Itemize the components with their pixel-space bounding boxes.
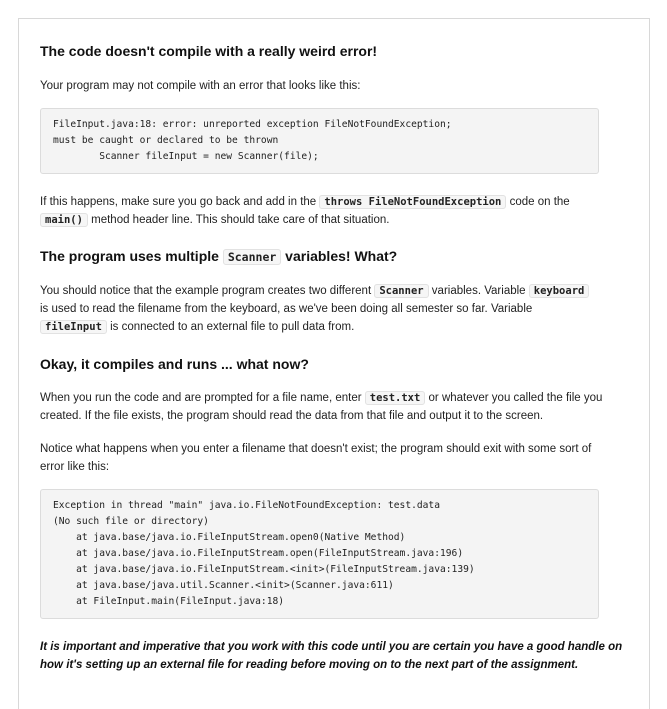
text-run: or whatever you called the file you created. If the file exists, the program should read the data from that file and output it to the screen. bbox=[40, 392, 603, 422]
section2-paragraph bbox=[40, 282, 610, 336]
section2-heading bbox=[40, 248, 397, 264]
compile-error-block bbox=[40, 108, 599, 174]
section3-error-intro: Notice what happens when you enter a filename that doesn't exist; the program should exit with some sort of error like this: bbox=[40, 443, 592, 473]
inline-code-keyboard: keyboard bbox=[529, 284, 590, 298]
code-line: Scanner fileInput = new Scanner(file); bbox=[53, 151, 319, 162]
text-run: is used to read the filename from the keyboard, as we've been doing all semester so far. Variable bbox=[40, 303, 533, 315]
code-line: at FileInput.main(FileInput.java:18) bbox=[53, 596, 285, 607]
section1-intro: Your program may not compile with an error that looks like this: bbox=[40, 80, 361, 92]
text-run: When you run the code and are prompted for a file name, enter bbox=[40, 392, 365, 404]
exception-block bbox=[40, 489, 599, 619]
code-line: at java.base/java.util.Scanner.<init>(Scanner.java:611) bbox=[53, 580, 394, 591]
code-line: must be caught or declared to be thrown bbox=[53, 135, 279, 146]
text-run: variables. Variable bbox=[428, 285, 529, 297]
section3-heading: Okay, it compiles and runs ... what now? bbox=[40, 356, 309, 372]
closing-note: It is important and imperative that you work with this code until you are certain you have a good handle on how it's setting up an external file for reading before moving on to the next part of the assignment. bbox=[40, 641, 623, 671]
code-line: Exception in thread "main" java.io.FileNotFoundException: test.data bbox=[53, 500, 440, 511]
section1-heading: The code doesn't compile with a really weird error! bbox=[40, 43, 378, 59]
code-line: (No such file or directory) bbox=[53, 516, 209, 527]
code-line: FileInput.java:18: error: unreported exception FileNotFoundException; bbox=[53, 119, 452, 130]
inline-code-main: main() bbox=[40, 213, 88, 227]
text-run: The program uses multiple bbox=[40, 248, 223, 264]
inline-code-scanner: Scanner bbox=[374, 284, 428, 298]
code-line: at java.base/java.io.FileInputStream.<init>(FileInputStream.java:139) bbox=[53, 564, 475, 575]
inline-code-scanner: Scanner bbox=[223, 249, 281, 265]
text-run: method header line. This should take care of that situation. bbox=[87, 214, 390, 226]
text-run: variables! What? bbox=[281, 248, 398, 264]
text-run: code on the bbox=[506, 196, 570, 208]
text-run: You should notice that the example program creates two different bbox=[40, 285, 375, 297]
section3-run-paragraph bbox=[40, 389, 610, 425]
inline-code-throws: throws FileNotFoundException bbox=[319, 195, 506, 209]
code-line: at java.base/java.io.FileInputStream.open0(Native Method) bbox=[53, 532, 406, 543]
text-run: If this happens, make sure you go back and add in the bbox=[40, 196, 320, 208]
inline-code-fileinput: fileInput bbox=[40, 320, 107, 334]
code-line: at java.base/java.io.FileInputStream.open(FileInputStream.java:196) bbox=[53, 548, 464, 559]
inline-code-test-txt: test.txt bbox=[365, 391, 426, 405]
text-run: is connected to an external file to pull data from. bbox=[106, 321, 355, 333]
section1-fix-paragraph bbox=[40, 193, 610, 229]
